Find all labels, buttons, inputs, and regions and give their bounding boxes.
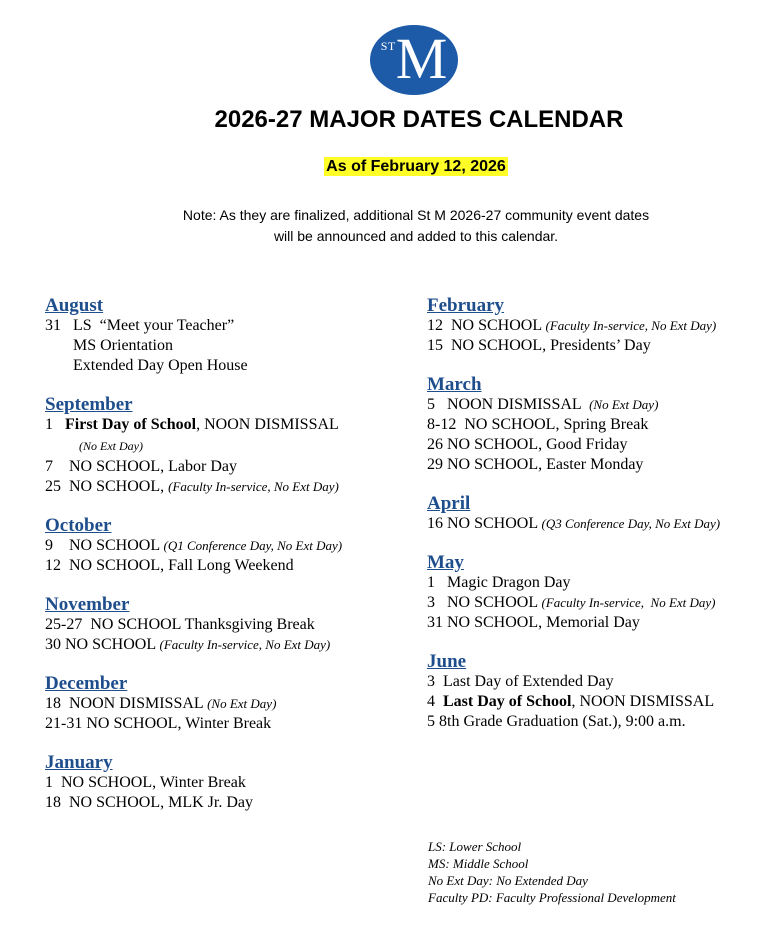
month-heading-june: June bbox=[427, 651, 467, 672]
month-heading-october: October bbox=[45, 515, 112, 536]
calendar-entry: MS Orientation bbox=[45, 337, 173, 354]
month-heading-april: April bbox=[427, 493, 471, 514]
calendar-entry bbox=[427, 692, 772, 712]
legend-item: Faculty PD: Faculty Professional Development bbox=[428, 890, 676, 905]
calendar-entry: 7 NO SCHOOL, Labor Day bbox=[45, 458, 237, 475]
entry-note: (No Ext Day) bbox=[589, 397, 659, 412]
entry-text: 9 NO SCHOOL bbox=[45, 537, 164, 554]
entry-text: 25 NO SCHOOL, bbox=[45, 478, 169, 495]
month-heading-november: November bbox=[45, 594, 130, 615]
entry-note: (Faculty In-service, No Ext Day) bbox=[545, 318, 717, 333]
month-april bbox=[427, 493, 772, 534]
entry-note: (Faculty In-service, No Ext Day) bbox=[159, 637, 331, 652]
abbreviation-legend bbox=[428, 838, 676, 906]
note-line-2: will be announced and added to this calendar. bbox=[273, 228, 559, 244]
entry-note: (No Ext Day) bbox=[207, 696, 277, 711]
legend-item: No Ext Day: No Extended Day bbox=[428, 873, 588, 888]
month-heading-september: September bbox=[45, 394, 133, 415]
entry-bold-text: Last Day of School bbox=[443, 693, 572, 710]
calendar-entry: 31 NO SCHOOL, Memorial Day bbox=[427, 614, 640, 631]
calendar-entry bbox=[45, 415, 415, 435]
right-column bbox=[427, 295, 772, 750]
entry-note: (No Ext Day) bbox=[79, 439, 143, 453]
school-logo bbox=[370, 25, 458, 95]
calendar-entry bbox=[45, 536, 415, 556]
entry-note: (Q1 Conference Day, No Ext Day) bbox=[163, 538, 343, 553]
entry-text: 18 NOON DISMISSAL bbox=[45, 695, 208, 712]
entry-text: 16 NO SCHOOL bbox=[427, 515, 542, 532]
calendar-entry bbox=[427, 316, 772, 336]
calendar-entry bbox=[45, 694, 415, 714]
logo-monogram bbox=[370, 25, 458, 95]
calendar-entry bbox=[427, 514, 772, 534]
calendar-entry: 21-31 NO SCHOOL, Winter Break bbox=[45, 715, 272, 732]
calendar-entry: 15 NO SCHOOL, Presidents’ Day bbox=[427, 337, 651, 354]
calendar-entry: Extended Day Open House bbox=[45, 357, 248, 374]
legend-item: LS: Lower School bbox=[428, 839, 522, 854]
entry-date: 4 bbox=[427, 693, 443, 710]
logo-st-text: ST bbox=[380, 38, 396, 53]
month-february bbox=[427, 295, 772, 356]
calendar-entry bbox=[45, 635, 415, 655]
month-january bbox=[45, 752, 415, 813]
month-november bbox=[45, 594, 415, 655]
calendar-entry bbox=[427, 593, 772, 613]
calendar-entry: 29 NO SCHOOL, Easter Monday bbox=[427, 456, 644, 473]
calendar-entry: 1 NO SCHOOL, Winter Break bbox=[45, 774, 246, 791]
calendar-entry: 18 NO SCHOOL, MLK Jr. Day bbox=[45, 794, 253, 811]
page-title: 2026-27 MAJOR DATES CALENDAR bbox=[214, 106, 624, 133]
entry-note: (Faculty In-service, No Ext Day) bbox=[168, 479, 339, 494]
calendar-entry: 26 NO SCHOOL, Good Friday bbox=[427, 436, 628, 453]
entry-text: , NOON DISMISSAL bbox=[571, 693, 715, 710]
calendar-entry: 31 LS “Meet your Teacher” bbox=[45, 317, 235, 334]
entry-text: 30 NO SCHOOL bbox=[45, 636, 160, 653]
month-march bbox=[427, 374, 772, 475]
as-of-container bbox=[0, 158, 778, 176]
logo-m-text: M bbox=[395, 26, 448, 91]
month-heading-august: August bbox=[45, 295, 104, 316]
entry-note: (Faculty In-service, No Ext Day) bbox=[541, 595, 716, 610]
entry-date: 1 bbox=[45, 416, 65, 433]
calendar-entry bbox=[427, 395, 772, 415]
entry-text: 12 NO SCHOOL bbox=[427, 317, 546, 334]
as-of-date: As of February 12, 2026 bbox=[326, 158, 506, 175]
month-heading-may: May bbox=[427, 552, 464, 573]
month-heading-march: March bbox=[427, 374, 482, 395]
calendar-entry: 1 Magic Dragon Day bbox=[427, 574, 571, 591]
legend-item: MS: Middle School bbox=[428, 856, 529, 871]
left-column bbox=[45, 295, 415, 831]
month-october bbox=[45, 515, 415, 576]
calendar-entry: 3 Last Day of Extended Day bbox=[427, 673, 614, 690]
month-may bbox=[427, 552, 772, 633]
month-december bbox=[45, 673, 415, 734]
month-september bbox=[45, 394, 415, 497]
month-june bbox=[427, 651, 772, 732]
calendar-entry: 25-27 NO SCHOOL Thanksgiving Break bbox=[45, 616, 315, 633]
month-heading-december: December bbox=[45, 673, 128, 694]
entry-text: 3 NO SCHOOL bbox=[427, 594, 542, 611]
calendar-entry: 12 NO SCHOOL, Fall Long Weekend bbox=[45, 557, 294, 574]
note-text bbox=[0, 205, 778, 247]
note-line-1: Note: As they are finalized, additional St M 2026-27 community event dates bbox=[182, 207, 650, 223]
calendar-entry: 5 8th Grade Graduation (Sat.), 9:00 a.m. bbox=[427, 713, 686, 730]
entry-text: 5 NOON DISMISSAL bbox=[427, 396, 590, 413]
calendar-entry bbox=[45, 477, 415, 497]
entry-note: (Q3 Conference Day, No Ext Day) bbox=[541, 516, 721, 531]
month-heading-february: February bbox=[427, 295, 505, 316]
month-august bbox=[45, 295, 415, 376]
calendar-entry: 8-12 NO SCHOOL, Spring Break bbox=[427, 416, 649, 433]
month-heading-january: January bbox=[45, 752, 113, 773]
entry-bold-text: First Day of School bbox=[65, 416, 197, 433]
entry-text: , NOON DISMISSAL bbox=[196, 416, 339, 433]
